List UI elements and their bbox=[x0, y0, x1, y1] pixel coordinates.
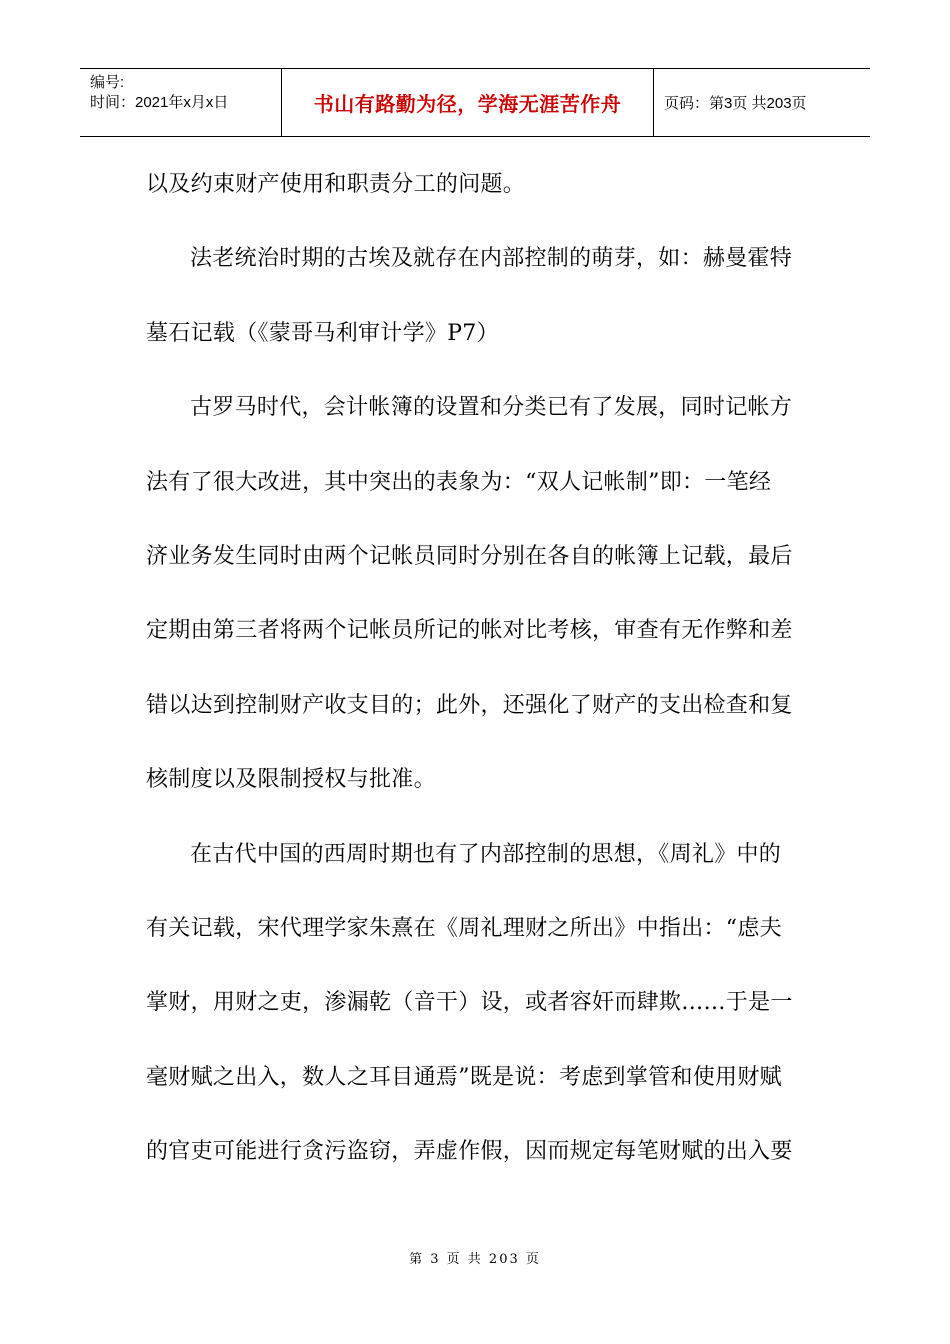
page-header bbox=[80, 68, 870, 137]
document-date: 时间：2021年x月x日 bbox=[90, 94, 229, 111]
text-line: 在古代中国的西周时期也有了内部控制的思想，《周礼》中的 bbox=[190, 841, 782, 867]
text-line: 古罗马时代，会计帐簿的设置和分类已有了发展，同时记帐方 bbox=[190, 395, 793, 421]
page-footer: 第 3 页 共 203 页 bbox=[409, 1252, 541, 1267]
document-body bbox=[146, 148, 796, 1189]
text-line: 以及约束财产使用和职责分工的问题。 bbox=[146, 172, 526, 197]
text-line: 毫财赋之出入，数人之耳目通焉”既是说：考虑到掌管和使用财赋 bbox=[146, 1064, 782, 1090]
text-line: 核制度以及限制授权与批准。 bbox=[146, 767, 436, 793]
text-line: 墓石记载（《蒙哥马利审计学》P7） bbox=[146, 320, 499, 346]
text-line: 掌财，用财之吏，渗漏乾（音干）设，或者容奸而肆欺……于是一 bbox=[146, 990, 793, 1016]
text-line: 济业务发生同时由两个记帐员同时分别在各自的帐簿上记载，最后 bbox=[146, 543, 793, 569]
text-line: 的官吏可能进行贪污盗窃，弄虚作假，因而规定每笔财赋的出入要 bbox=[146, 1139, 793, 1165]
text-line: 定期由第三者将两个记帐员所记的帐对比考核，审查有无作弊和差 bbox=[146, 618, 793, 644]
text-line: 法有了很大改进，其中突出的表象为：“双人记帐制”即：一笔经 bbox=[146, 469, 772, 495]
header-motto: 书山有路勤为径，学海无涯苦作舟 bbox=[282, 69, 654, 136]
header-meta bbox=[80, 69, 282, 136]
document-number-label: 编号: bbox=[90, 74, 125, 91]
text-line: 有关记载，宋代理学家朱熹在《周礼理财之所出》中指出：“虑夫 bbox=[146, 915, 782, 941]
text-line: 错以达到控制财产收支目的；此外，还强化了财产的支出检查和复 bbox=[146, 692, 793, 718]
text-line: 法老统治时期的古埃及就存在内部控制的萌芽，如：赫曼霍特 bbox=[190, 246, 793, 272]
header-page-info: 页码：第3页 共203页 bbox=[664, 95, 807, 112]
